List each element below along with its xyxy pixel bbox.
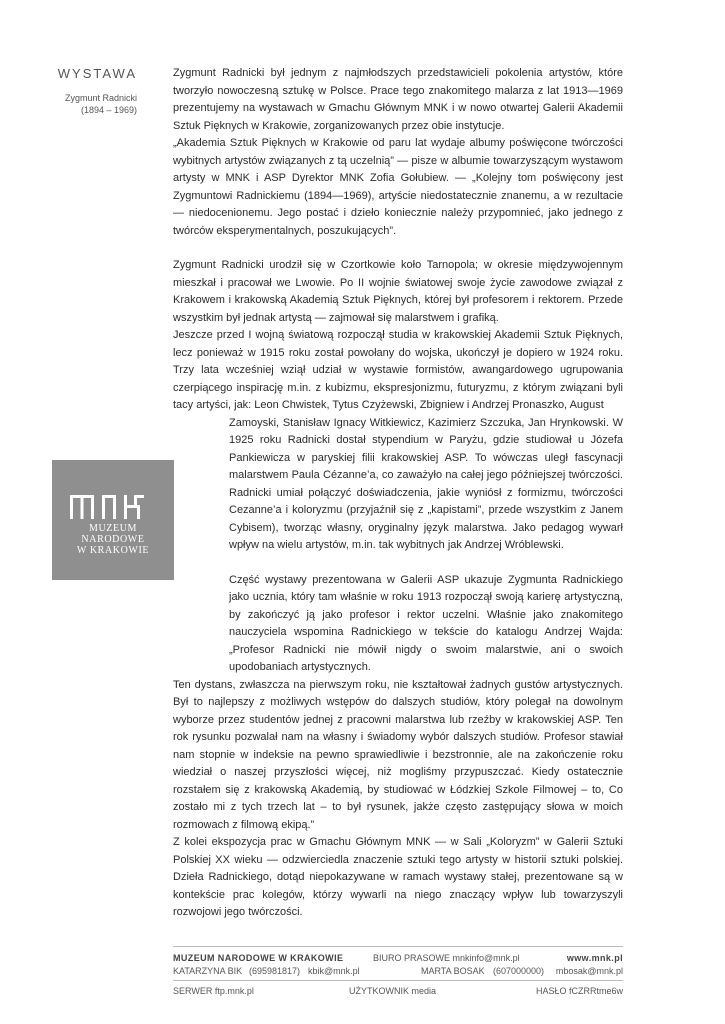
paragraph-studies: Jeszcze przed I wojną światową rozpoczął studia w krakowskiej Akademii Sztuk Pięknych, lecz ponieważ w 1915 roku został powołany do wojska, ukończył je dopiero w 1924 roku. Trzy lata wcześniej wziął udział w wystawie formistów, awangardowego ugrupowania czerpiącego inspirację m.in. z kubizmu, ekspresjonizmu, futuryzmu, z którym związani byli tacy artyści, jak: Leon Chwistek, Tytus Czyżewski, Zbigniew i Andrzej Pronaszko, August [173, 329, 623, 411]
artist-name: Zygmunt Radnicki [64, 93, 137, 103]
paragraph-intro: Zygmunt Radnicki był jednym z najmłodszych przedstawicieli pokolenia artystów, które tworzyło nowoczesną sztukę w Polsce. Prace tego znakomitego malarza z lat 1913—1969 prezentujemy na wystawach w Gmachu Głównym MNK i w nowo otwartej Galerii Akademii Sztuk Pięknych w Krakowie, zorganizowanych przez obie instytucje. [173, 67, 623, 132]
paragraph-paris: Zamoyski, Stanisław Ignacy Witkiewicz, Kazimierz Szczuka, Jan Hrynkowski. W 1925 roku Radnicki dostał stypendium w Paryżu, gdzie studiował u Józefa Pankiewicza w paryskiej filii krakowskiej ASP. To wówczas uległ fascynacji malarstwem Paula Cézanne’a, co zaważyło na całej jego późniejszej twórczości. Radnicki umiał połączyć doświadczenia, jakie wyniósł z formizmu, twórczości Cezanne’a i koloryzmu (przyjaźnił się z „kapistami”, przede wszystkim z Janem Cybisem), tworząc własny, oryginalny język malarstwa. Jako pedagog wywarł wpływ na wielu artystów, m.in. tak wybitnych jak Andrzej Wróblewski. [229, 416, 623, 551]
footer-contact1-email[interactable]: kbik@mnk.pl [308, 966, 360, 976]
artist-years: (1894 – 1969) [80, 105, 137, 115]
footer-contact1-name: KATARZYNA BIK [173, 966, 243, 976]
logo-wordmark: MUZEUM NARODOWE W KRAKOWIE [76, 523, 150, 556]
footer-press-office[interactable]: BIURO PRASOWE mnkinfo@mnk.pl [373, 953, 520, 963]
footer-contact2-phone: (607000000) [493, 966, 545, 976]
mnk-logo-mark-icon [62, 493, 164, 521]
paragraph-biography: Zygmunt Radnicki urodził się w Czortkowie koło Tarnopola; w okresie międzywojennym mieszkał i pracował we Lwowie. Po II wojnie światowej swoje życie zawodowe związał z Krakowem i krakowską Akademią Sztuk Pięknych, której był profesorem i rektorem. Przede wszystkim był jednak artystą — zajmował się malarstwem i grafiką. [173, 259, 623, 324]
footer-server[interactable]: SERWER ftp.mnk.pl [173, 986, 254, 996]
paragraph-quote: „Akademia Sztuk Pięknych w Krakowie od paru lat wydaje albumy poświęcone twórczości wybitnych artystów związanych z tą uczelnią” — pisze w albumie towarzyszącym wystawom artysty w MNK i ASP Dyrektor MNK Zofia Gołubiew. — „Kolejny tom poświęcony jest Zygmuntowi Radnickiemu (1894—1969), artyście niedostatecznie znanemu, a w rezultacie — niedocenionemu. Jego postać i dzieło koniecznie należy przypomnieć, jako jednego z twórców eksperymentalnych, poszukujących”. [173, 137, 623, 237]
footer-contact2-email[interactable]: mbosak@mnk.pl [555, 966, 623, 976]
paragraph-main-building: Z kolei ekspozycja prac w Gmachu Głównym MNK — w Sali „Koloryzm” w Galerii Sztuki Polskiej XX wieku — odzwierciedla znaczenie sztuki tego artysty w historii sztuki polskiej. Dzieła Radnickiego, dotąd niepokazywane w ramach wystawy stałej, prezentowane są w kontekście prac kolegów, którzy wywarli na niego znaczący wpływ lub towarzyszyli rozwojowi jego twórczości. [173, 836, 623, 918]
exhibition-kicker: WYSTAWA [57, 66, 137, 81]
mnk-logo [52, 460, 174, 580]
paragraph-wajda-quote: Ten dystans, zwłaszcza na pierwszym roku, nie kształtował żadnych gustów artystycznych. Był to najlepszy z możliwych wstępów do dalszych studiów, który polegał na dowolnym wyborze przez studentów jednej z pracowni malarstwa lub rzeźby w krakowskiej ASP. Ten rok rysunku pozwalał nam na własny i świadomy wybór dalszych studiów. Profesor stawiał nam stopnie w indeksie na pewno sprawiedliwie i bezstronnie, ale na zakończenie roku wiedział o naszej przyszłości więcej, niż mogliśmy przypuszczać. Kiedy ostatecznie rozstałem się z krakowską Akademią, by studiować w Łódzkiej Szkole Filmowej – to, Co zostało mi z tych trzech lat – to był rysunek, jakże często zastępujący słowa w moich rozmowach z filmową ekipą.” [173, 678, 623, 831]
article-body [173, 65, 623, 922]
footer-user: UŻYTKOWNIK media [349, 986, 437, 996]
footer-password: HASŁO fCZRRtme6w [535, 986, 623, 996]
footer-website[interactable]: www.mnk.pl [566, 953, 623, 963]
footer-divider-top [173, 946, 623, 947]
exhibition-label [58, 65, 137, 116]
footer-org: MUZEUM NARODOWE W KRAKOWIE [173, 953, 344, 963]
paragraph-asp-gallery: Część wystawy prezentowana w Galerii ASP ukazuje Zygmunta Radnickiego jako ucznia, który tam właśnie w roku 1913 rozpoczął swoją karierę artystyczną, by zakończyć ją jako profesor i rektor uczelni. Właśnie jako znakomitego nauczyciela wspomina Radnickiego w tekście do katalogu Andrzej Wajda: „Profesor Radnicki nie mówił nigdy o swoim malarstwie, ani o swoich upodobaniach artystycznych. [229, 573, 623, 673]
footer-contact2-name: MARTA BOSAK [421, 966, 485, 976]
footer-divider-bottom [173, 980, 623, 981]
footer-contact1-phone: (695981817) [249, 966, 301, 976]
